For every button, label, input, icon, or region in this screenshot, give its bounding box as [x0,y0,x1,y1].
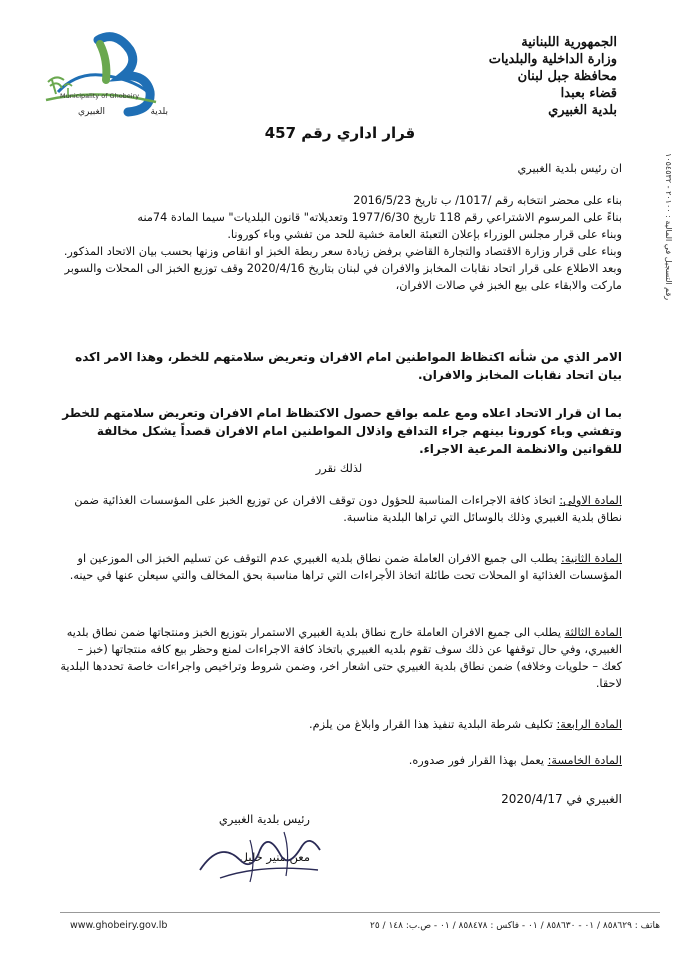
signatory-role: رئيس بلدية الغبيري [218,812,310,826]
article-4 [56,716,622,733]
article-label: المادة الرابعة: [556,718,622,731]
consideration-item: بناء على محضر انتخابه رقم /1017/ ب تاريخ 2016/5/23 [353,194,622,207]
consideration-item: وبناء على قرار مجلس الوزراء بإعلان التعبئة العامة خشية للحد من تفشي وباء كورونا. [227,228,622,241]
article-text: يطلب الى جميع الافران العاملة خارج نطاق بلدية الغبيري الاستمرار بتوزيع الخبز ومنتجاتها ضمن نطاق بلديه الغبيري، وفي حال توقفها عن ذلك سوف تقوم بلديه الغبيري باتخاذ كافة الاجراءات لمنع وحظر بيع كافه منتجاتها (خبز – كعك – حلويات وخلافه) ضمن نطاق بلدية الغبيري حتى اشعار اخر، وضمن شروط وتراخيص واجراءات خاصة تحددها البلدية لاحقا. [60,626,622,690]
article-label: المادة الاولى: [559,494,622,507]
footer-divider [60,912,660,913]
bold-paragraph-1: الامر الذي من شأنه اكتظاظ المواطنين امام الافران وتعريض سلامتهم للخطر، وهذا الامر اكده بيان اتحاد نقابات المخابز والافران. [75,350,622,382]
article-1 [56,492,622,526]
article-3 [56,624,622,692]
article-label: المادة الخامسة: [547,754,622,767]
consideration-item: وبناء على قرار وزارة الاقتصاد والتجارة القاضي برفض زيادة سعر ربطة الخبز او انقاص وزنها بحسب بيان الاتحاد المذكور. [63,245,622,258]
bold-paragraph-2: بما ان قرار الاتحاد اعلاه ومع علمه بواقع حصول الاكتظاظ امام الافران وتعريض سلامتهم للخطر وتفشي وباء كورونا بينهم جراء التدافع واذلال المواطنين امام الافران قصداً يشكل مخالفة للقوانين والانظمة المرعية الاجراء. [62,406,622,456]
decision-date: الغبيري في 2020/4/17 [501,792,622,806]
article-text: اتخاذ كافة الاجراءات المناسبة للحؤول دون توقف الافران عن توزيع الخبز على المؤسسات الغذائية ضمن نطاق بلدية الغبيري وذلك بالوسائل التي تراها البلدية مناسبة. [74,494,622,524]
gov-line-district: قضاء بعبدا [560,86,617,101]
government-header [477,34,617,119]
registration-number: رقم التسجيل في المالية : ٢٠١٠٠ - ١٠٥٤٥٣٢ [664,152,673,300]
article-5 [56,752,622,769]
gov-line-municipality: بلدية الغبيري [548,103,617,118]
gov-line-republic: الجمهورية اللبنانية [521,35,617,50]
article-text: تكليف شرطة البلدية تنفيذ هذا القرار وابلاغ من يلزم. [309,718,557,731]
footer [70,920,660,931]
logo-arabic-left: الغبيري [78,107,106,117]
decision-heading: لذلك نقرر [315,462,363,475]
article-2 [56,550,622,584]
article-label: المادة الثالثة [564,626,622,639]
gov-line-governorate: محافظة جبل لبنان [517,69,617,84]
article-text: يطلب الى جميع الافران العاملة ضمن نطاق بلديه الغبيري عدم التوقف عن تسليم الخبز الى الموزعين او المؤسسات الغذائية او المحلات تحت طائلة اتخاذ الأجراءات التي تراها مناسبة بحق المخالف والتي سيعلن عنها في حينه. [69,552,622,582]
article-text: يعمل بهذا القرار فور صدوره. [408,754,548,767]
decision-title: قرار اداري رقم 457 [264,124,416,142]
website-link[interactable]: www.ghobeiry.gov.lb [70,920,168,931]
signatory-name: معن منير خليل [239,850,310,864]
intro-line: ان رئيس بلدية الغبيري [517,162,622,175]
contact-info: هاتف : ٨٥٨٦٢٩ / ٠١ - ٨٥٨٦٣٠ / ٠١ - فاكس : ٨٥٨٤٧٨ / ٠١ - ص.ب: ١٤٨ / ٢٥ [370,920,660,931]
logo-arabic-right: بلدية [150,107,168,117]
handwritten-signature [190,820,340,890]
consideration-item: وبعد الاطلاع على قرار اتحاد نقابات المخابز والافران في لبنان بتاريخ 2020/4/16 وقف توزيع الخبز الى المحلات والسوبر ماركت والابقاء على بيع الخبز في صالات الافران، [64,262,622,292]
article-label: المادة الثانية: [561,552,622,565]
logo-english-text: Municipality of Ghobeiry [60,92,140,100]
logo-arabic-text [78,107,168,117]
considerations [56,192,622,294]
consideration-item: بناءً على المرسوم الاشتراعي رقم 118 تاريخ 1977/6/30 وتعديلاته" قانون البلديات" سيما المادة 74منه [137,211,622,224]
gov-line-ministry: وزارة الداخلية والبلديات [488,52,617,67]
